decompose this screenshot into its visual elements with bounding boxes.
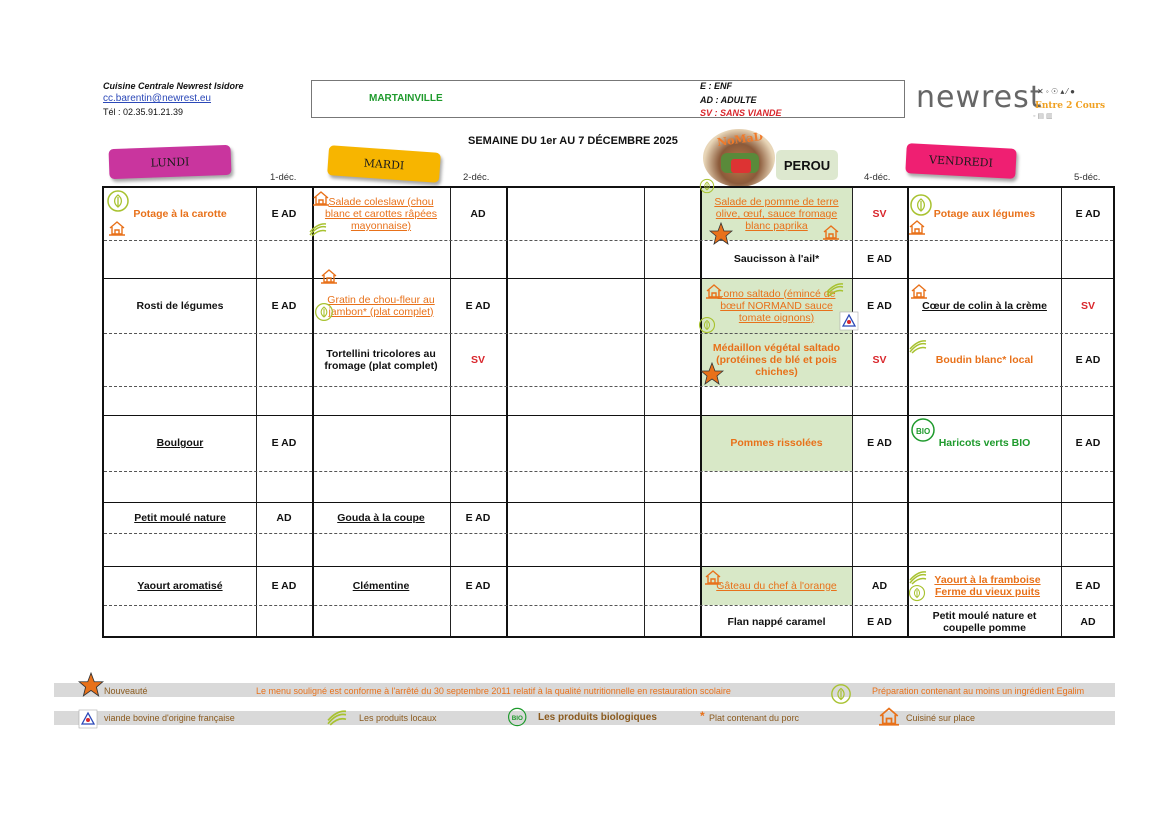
lundi-main-code: E AD: [271, 299, 297, 312]
legend-pork: Plat contenant du porc: [709, 713, 800, 723]
house-icon: [320, 268, 338, 284]
row-divider: [104, 240, 1113, 241]
vendredi-dessert: Yaourt à la framboise Ferme du vieux puits: [934, 573, 1041, 598]
egalim-leaf-icon: [314, 302, 334, 322]
vendredi-side-code: E AD: [1075, 437, 1101, 449]
legend-ad: AD : ADULTE: [700, 95, 757, 105]
house-icon: [312, 190, 330, 206]
local-products-icon: [309, 221, 327, 237]
entre2cours-logo: [1031, 86, 1109, 120]
lundi-starter-code: E AD: [271, 208, 297, 220]
bio-icon: [910, 418, 938, 442]
mardi-main-code: E AD: [465, 299, 491, 312]
week-title: SEMAINE DU 1er AU 7 DÉCEMBRE 2025: [468, 135, 678, 147]
mardi-dessert-code: E AD: [465, 579, 491, 592]
legend-sv: SV : SANS VIANDE: [700, 108, 782, 118]
jeudi-dessert-code: AD: [871, 579, 888, 592]
svg-text:BIO: BIO: [916, 427, 931, 436]
row-divider: [104, 386, 1113, 387]
svg-text:BIO: BIO: [511, 715, 523, 723]
theme-badge-text: NoMaD: [716, 129, 764, 150]
email-link[interactable]: cc.barentin@newrest.eu: [103, 93, 211, 104]
vendredi-main-2-code: E AD: [1075, 353, 1101, 366]
jeudi-starter-2-code: E AD: [867, 253, 892, 265]
day-tag-mardi: MARDI: [327, 145, 441, 183]
legend-bio: Les produits biologiques: [538, 712, 657, 723]
svg-text:◦ ▤ ▥: ◦ ▤ ▥: [1033, 113, 1053, 120]
kitchen-name: Cuisine Centrale Newrest Isidore: [103, 81, 244, 91]
mardi-main-veg-code: SV: [470, 353, 485, 366]
legend-local: Les produits locaux: [359, 713, 437, 723]
jeudi-starter-2: Saucisson à l'ail*: [733, 253, 820, 265]
legend-pork-mark: *: [700, 709, 705, 723]
mardi-starter: Salade coleslaw (chou blanc et carottes râpées mayonnaise): [324, 196, 438, 232]
day-tag-vendredi: VENDREDI: [905, 143, 1016, 179]
col-divider: [506, 188, 508, 636]
lundi-side: Boulgour: [156, 437, 204, 449]
vendredi-dessert-2-code: AD: [1080, 615, 1096, 628]
svg-text:✕ ◦ ☉ ▴ ⁄ ●: ✕ ◦ ☉ ▴ ⁄ ●: [1037, 87, 1076, 96]
house-icon: [877, 706, 901, 726]
jeudi-starter: Salade de pomme de terre olive, œuf, sauce fromage blanc paprika: [714, 196, 839, 232]
vendredi-starter-code: E AD: [1075, 208, 1101, 220]
vendredi-dessert-code: E AD: [1075, 579, 1101, 592]
jeudi-main-veg: Médaillon végétal saltado (protéines de blé et pois chiches): [712, 341, 841, 378]
legend-new: Nouveauté: [104, 686, 148, 696]
col-divider: [644, 188, 645, 636]
legend-nutrition: Le menu souligné est conforme à l'arrêté du 30 septembre 2011 relatif à la qualité nutritionnelle en restauration scolaire: [256, 686, 731, 696]
house-icon: [822, 224, 840, 240]
new-star-icon: [709, 222, 733, 246]
menu-table: [102, 186, 1115, 638]
egalim-leaf-icon: [106, 189, 130, 213]
new-star-icon: [78, 672, 104, 698]
house-icon: [705, 283, 723, 299]
date-jeudi: 4-déc.: [864, 172, 891, 183]
legend-e: E : ENF: [700, 81, 733, 91]
date-lundi: 1-déc.: [270, 172, 297, 183]
legend-beef: viande bovine d'origine française: [104, 713, 235, 723]
legend-egalim: Préparation contenant au moins un ingrédient Egalim: [872, 686, 1085, 696]
french-beef-icon: [78, 709, 98, 729]
legend-onsite: Cuisiné sur place: [906, 713, 976, 723]
local-products-icon: [826, 281, 844, 297]
local-products-icon: [909, 338, 927, 354]
bio-icon: [507, 707, 529, 727]
site-name: MARTAINVILLE: [369, 93, 443, 104]
vendredi-side: Haricots verts BIO: [938, 437, 1031, 449]
jeudi-side: Pommes rissolées: [730, 437, 823, 449]
vendredi-main: Cœur de colin à la crème: [922, 299, 1047, 312]
lundi-side-code: E AD: [271, 437, 297, 449]
jeudi-main: Lomo saltado (émincé de bœuf NORMAND sauce tomate oignons): [717, 287, 836, 324]
lundi-main: Rosti de légumes: [136, 299, 224, 312]
date-mardi: 2-déc.: [463, 172, 490, 183]
lundi-cheese: Petit moulé nature: [134, 511, 226, 524]
lundi-dessert-code: E AD: [271, 579, 297, 592]
vendredi-starter: Potage aux légumes: [933, 208, 1036, 220]
local-products-icon: [909, 569, 927, 585]
egalim-leaf-icon: [909, 193, 933, 217]
row-divider: [104, 533, 1113, 534]
mardi-main-veg: Tortellini tricolores au fromage (plat complet): [324, 347, 438, 372]
jeudi-starter-code: SV: [872, 208, 887, 220]
lundi-cheese-code: AD: [276, 511, 292, 524]
egalim-leaf-icon: [908, 584, 926, 602]
house-icon: [910, 283, 928, 299]
jeudi-main-veg-code: SV: [872, 353, 887, 366]
mardi-dessert: Clémentine: [352, 579, 410, 592]
egalim-leaf-icon: [698, 316, 716, 334]
jeudi-dessert: Gâteau du chef à l'orange: [716, 579, 837, 592]
house-icon: [108, 220, 126, 236]
partner-logo-text: Entre 2 Cours: [1035, 101, 1106, 111]
mardi-starter-code: AD: [470, 208, 486, 220]
egalim-leaf-icon: [830, 683, 852, 705]
date-vendredi: 5-déc.: [1074, 172, 1101, 183]
day-tag-lundi: LUNDI: [109, 145, 232, 179]
row-divider: [104, 471, 1113, 472]
mardi-cheese-code: E AD: [465, 511, 491, 524]
jeudi-main-code: E AD: [867, 299, 892, 312]
egalim-leaf-icon: [699, 178, 715, 194]
house-icon: [908, 219, 926, 235]
new-star-icon: [700, 362, 724, 386]
house-icon: [704, 569, 722, 585]
newrest-logo: newrest: [916, 80, 1043, 115]
theme-country: PEROU: [776, 150, 838, 180]
local-products-icon: [326, 708, 348, 726]
french-beef-icon: [839, 311, 859, 331]
lundi-dessert: Yaourt aromatisé: [137, 579, 223, 592]
lundi-starter: Potage à la carotte: [133, 208, 227, 220]
mardi-cheese: Gouda à la coupe: [337, 511, 425, 524]
phone: Tél : 02.35.91.21.39: [103, 107, 184, 117]
vendredi-main-code: SV: [1080, 299, 1095, 312]
jeudi-side-code: E AD: [867, 437, 892, 449]
vendredi-dessert-2: Petit moulé nature et coupelle pomme: [932, 609, 1037, 634]
vendredi-main-2: Boudin blanc* local: [935, 353, 1034, 366]
mardi-main: Gratin de chou-fleur au jambon* (plat complet): [327, 293, 435, 318]
jeudi-dessert-2: Flan nappé caramel: [727, 615, 826, 628]
jeudi-dessert-2-code: E AD: [867, 615, 892, 628]
